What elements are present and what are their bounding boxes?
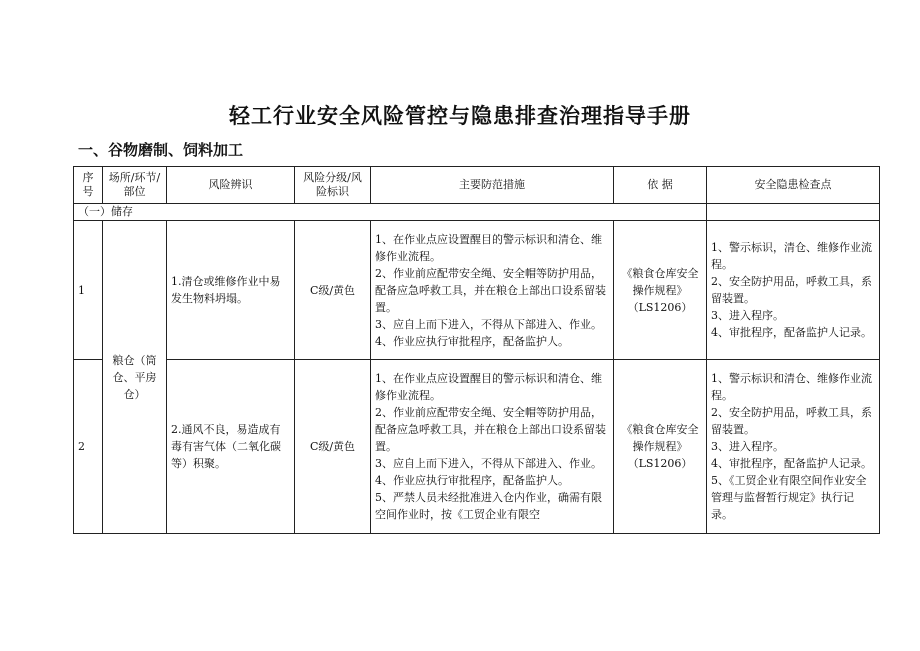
measure-item: 4、作业应执行审批程序，配备监护人。	[375, 474, 569, 487]
measure-item: 4、作业应执行审批程序，配备监护人。	[375, 334, 569, 348]
basis-cell: 《粮食仓库安全操作规程》（LS1206）	[614, 221, 707, 360]
risk-cell: 2.通风不良，易造成有毒有害气体（二氧化碳等）积聚。	[167, 360, 295, 534]
subsection-empty-cell	[707, 204, 880, 221]
check-item: 4、审批程序，配备监护人记录。	[711, 326, 872, 339]
measure-item: 1、在作业点应设置醒目的警示标识和清仓、维修作业流程。	[375, 232, 602, 263]
check-item: 5、《工贸企业有限空间作业安全管理与监督暂行规定》执行记录。	[711, 474, 867, 521]
basis-cell: 《粮食仓库安全操作规程》（LS1206）	[614, 360, 707, 534]
measures-cell	[371, 221, 614, 360]
measure-item: 5、严禁人员未经批准进入仓内作业，确需有限空间作业时，按《工贸企业有限空	[375, 491, 602, 521]
table-row	[74, 360, 880, 534]
subsection-label: （一）储存	[74, 204, 707, 221]
table-row	[74, 221, 880, 360]
subsection-row	[74, 204, 880, 221]
row-number: 1	[74, 221, 103, 360]
check-item: 2、安全防护用品，呼救工具，系留装置。	[711, 406, 872, 436]
header-basis: 依 据	[614, 167, 707, 204]
table-header-row	[74, 167, 880, 204]
checks-cell	[707, 221, 880, 360]
header-no: 序号	[74, 167, 103, 204]
checks-cell	[707, 360, 880, 534]
location-cell: 粮仓（筒仓、平房仓）	[103, 221, 167, 534]
check-item: 3、进入程序。	[711, 309, 784, 322]
check-item: 4、审批程序，配备监护人记录。	[711, 457, 872, 470]
row-number: 2	[74, 360, 103, 534]
page-title: 轻工行业安全风险管控与隐患排查治理指导手册	[229, 104, 691, 128]
hazard-table	[73, 166, 880, 534]
measures-cell	[371, 360, 614, 534]
header-checks: 安全隐患检查点	[707, 167, 880, 204]
measure-item: 1、在作业点应设置醒目的警示标识和清仓、维修作业流程。	[375, 372, 602, 402]
check-item: 3、进入程序。	[711, 440, 784, 453]
check-item: 1、警示标识，清仓、维修作业流程。	[711, 241, 872, 271]
check-item: 1、警示标识和清仓、维修作业流程。	[711, 372, 872, 402]
check-item: 2、安全防护用品，呼救工具，系留装置。	[711, 275, 872, 305]
header-measures: 主要防范措施	[371, 167, 614, 204]
header-risk: 风险辨识	[167, 167, 295, 204]
measure-item: 2、作业前应配带安全绳、安全帽等防护用品，配备应急呼救工具，并在粮仓上部出口设系留装置。	[375, 266, 606, 314]
measure-item: 3、应自上而下进入，不得从下部进入、作业。	[375, 457, 602, 470]
level-cell: C级/黄色	[295, 221, 371, 360]
header-level: 风险分级/风险标识	[295, 167, 371, 204]
measure-item: 3、应自上而下进入，不得从下部进入、作业。	[375, 317, 602, 331]
level-cell: C级/黄色	[295, 360, 371, 534]
risk-cell: 1.清仓或维修作业中易发生物料坍塌。	[167, 221, 295, 360]
section-heading: 一、谷物磨制、饲料加工	[78, 141, 244, 159]
measure-item: 2、作业前应配带安全绳、安全帽等防护用品，配备应急呼救工具，并在粮仓上部出口设系留装置。	[375, 406, 606, 453]
header-location: 场所/环节/部位	[103, 167, 167, 204]
